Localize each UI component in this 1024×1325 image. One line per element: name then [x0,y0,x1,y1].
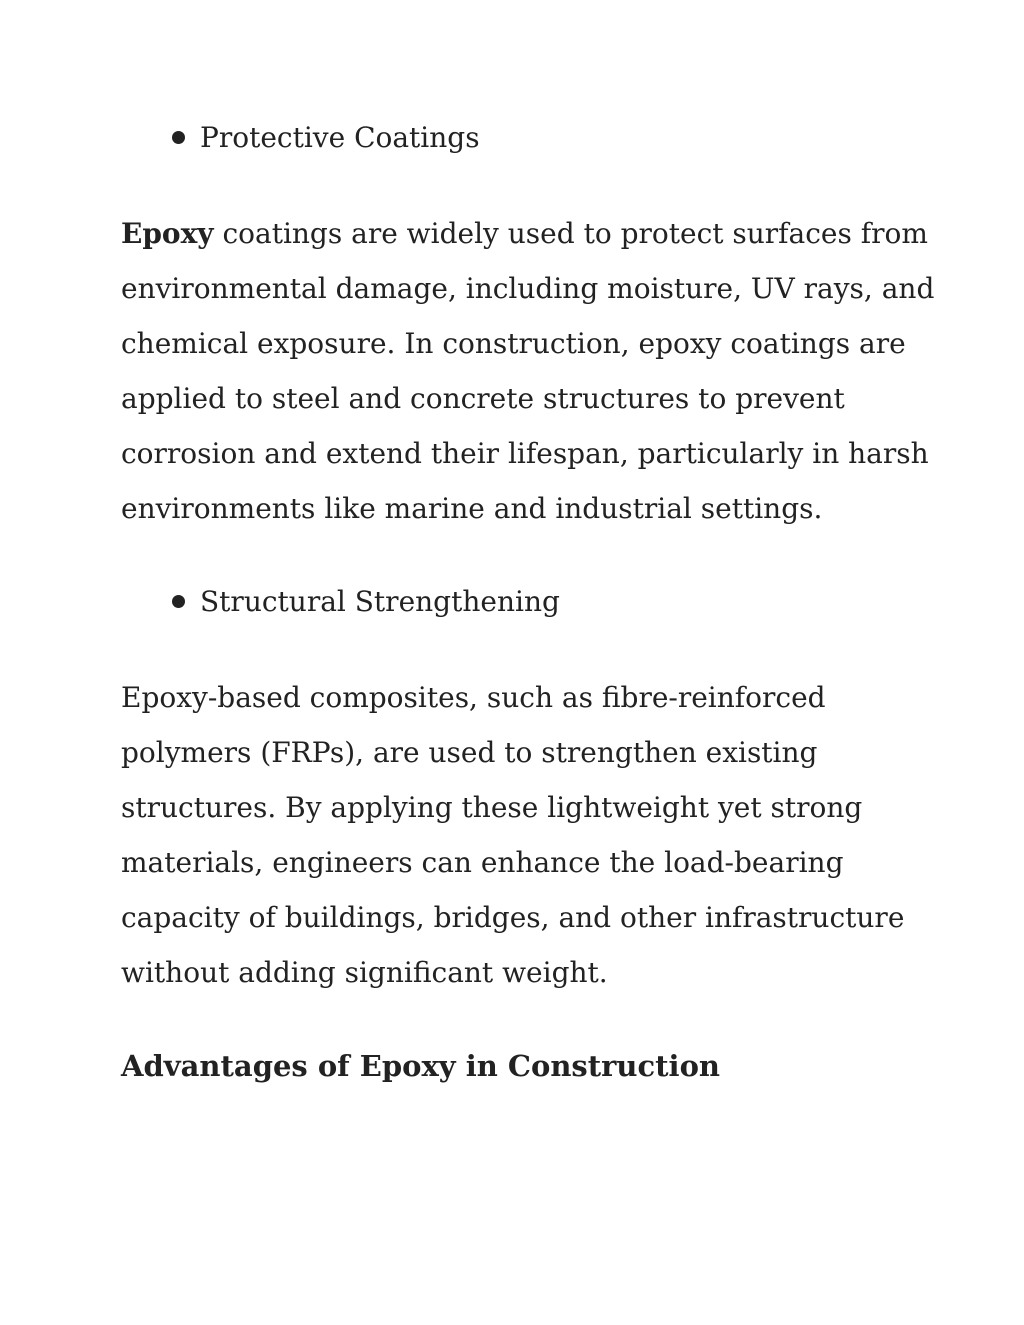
bullet-label: Structural Strengthening [200,585,560,618]
paragraph-line: chemical exposure. In construction, epoxy coatings are [121,327,906,360]
bold-term-epoxy: Epoxy [121,217,214,250]
paragraph-protective-coatings [121,206,935,536]
paragraph-line: applied to steel and concrete structures to prevent [121,382,845,415]
bullet-dot-icon [172,131,185,144]
paragraph-line: corrosion and extend their lifespan, particularly in harsh [121,437,929,470]
paragraph-line: environments like marine and industrial settings. [121,492,823,525]
bullet-label: Protective Coatings [200,121,480,154]
paragraph-line: materials, engineers can enhance the load-bearing [121,846,844,879]
bullet-dot-icon [172,595,185,608]
paragraph-line: environmental damage, including moisture, UV rays, and [121,272,935,305]
paragraph-structural-strengthening [121,670,911,1000]
paragraph-line-text: coatings are widely used to protect surfaces from [213,217,928,250]
bullet-item-protective-coatings [172,118,480,158]
section-heading: Advantages of Epoxy in Construction [121,1049,721,1083]
paragraph-line: Epoxy-based composites, such as fibre-reinforced [121,681,826,714]
paragraph-line: polymers (FRPs), are used to strengthen existing [121,736,818,769]
paragraph-line [121,206,928,261]
paragraph-line: without adding significant weight. [121,956,608,989]
paragraph-line: structures. By applying these lightweight yet strong [121,791,863,824]
paragraph-line: capacity of buildings, bridges, and other infrastructure [121,901,905,934]
bullet-item-structural-strengthening [172,582,560,622]
